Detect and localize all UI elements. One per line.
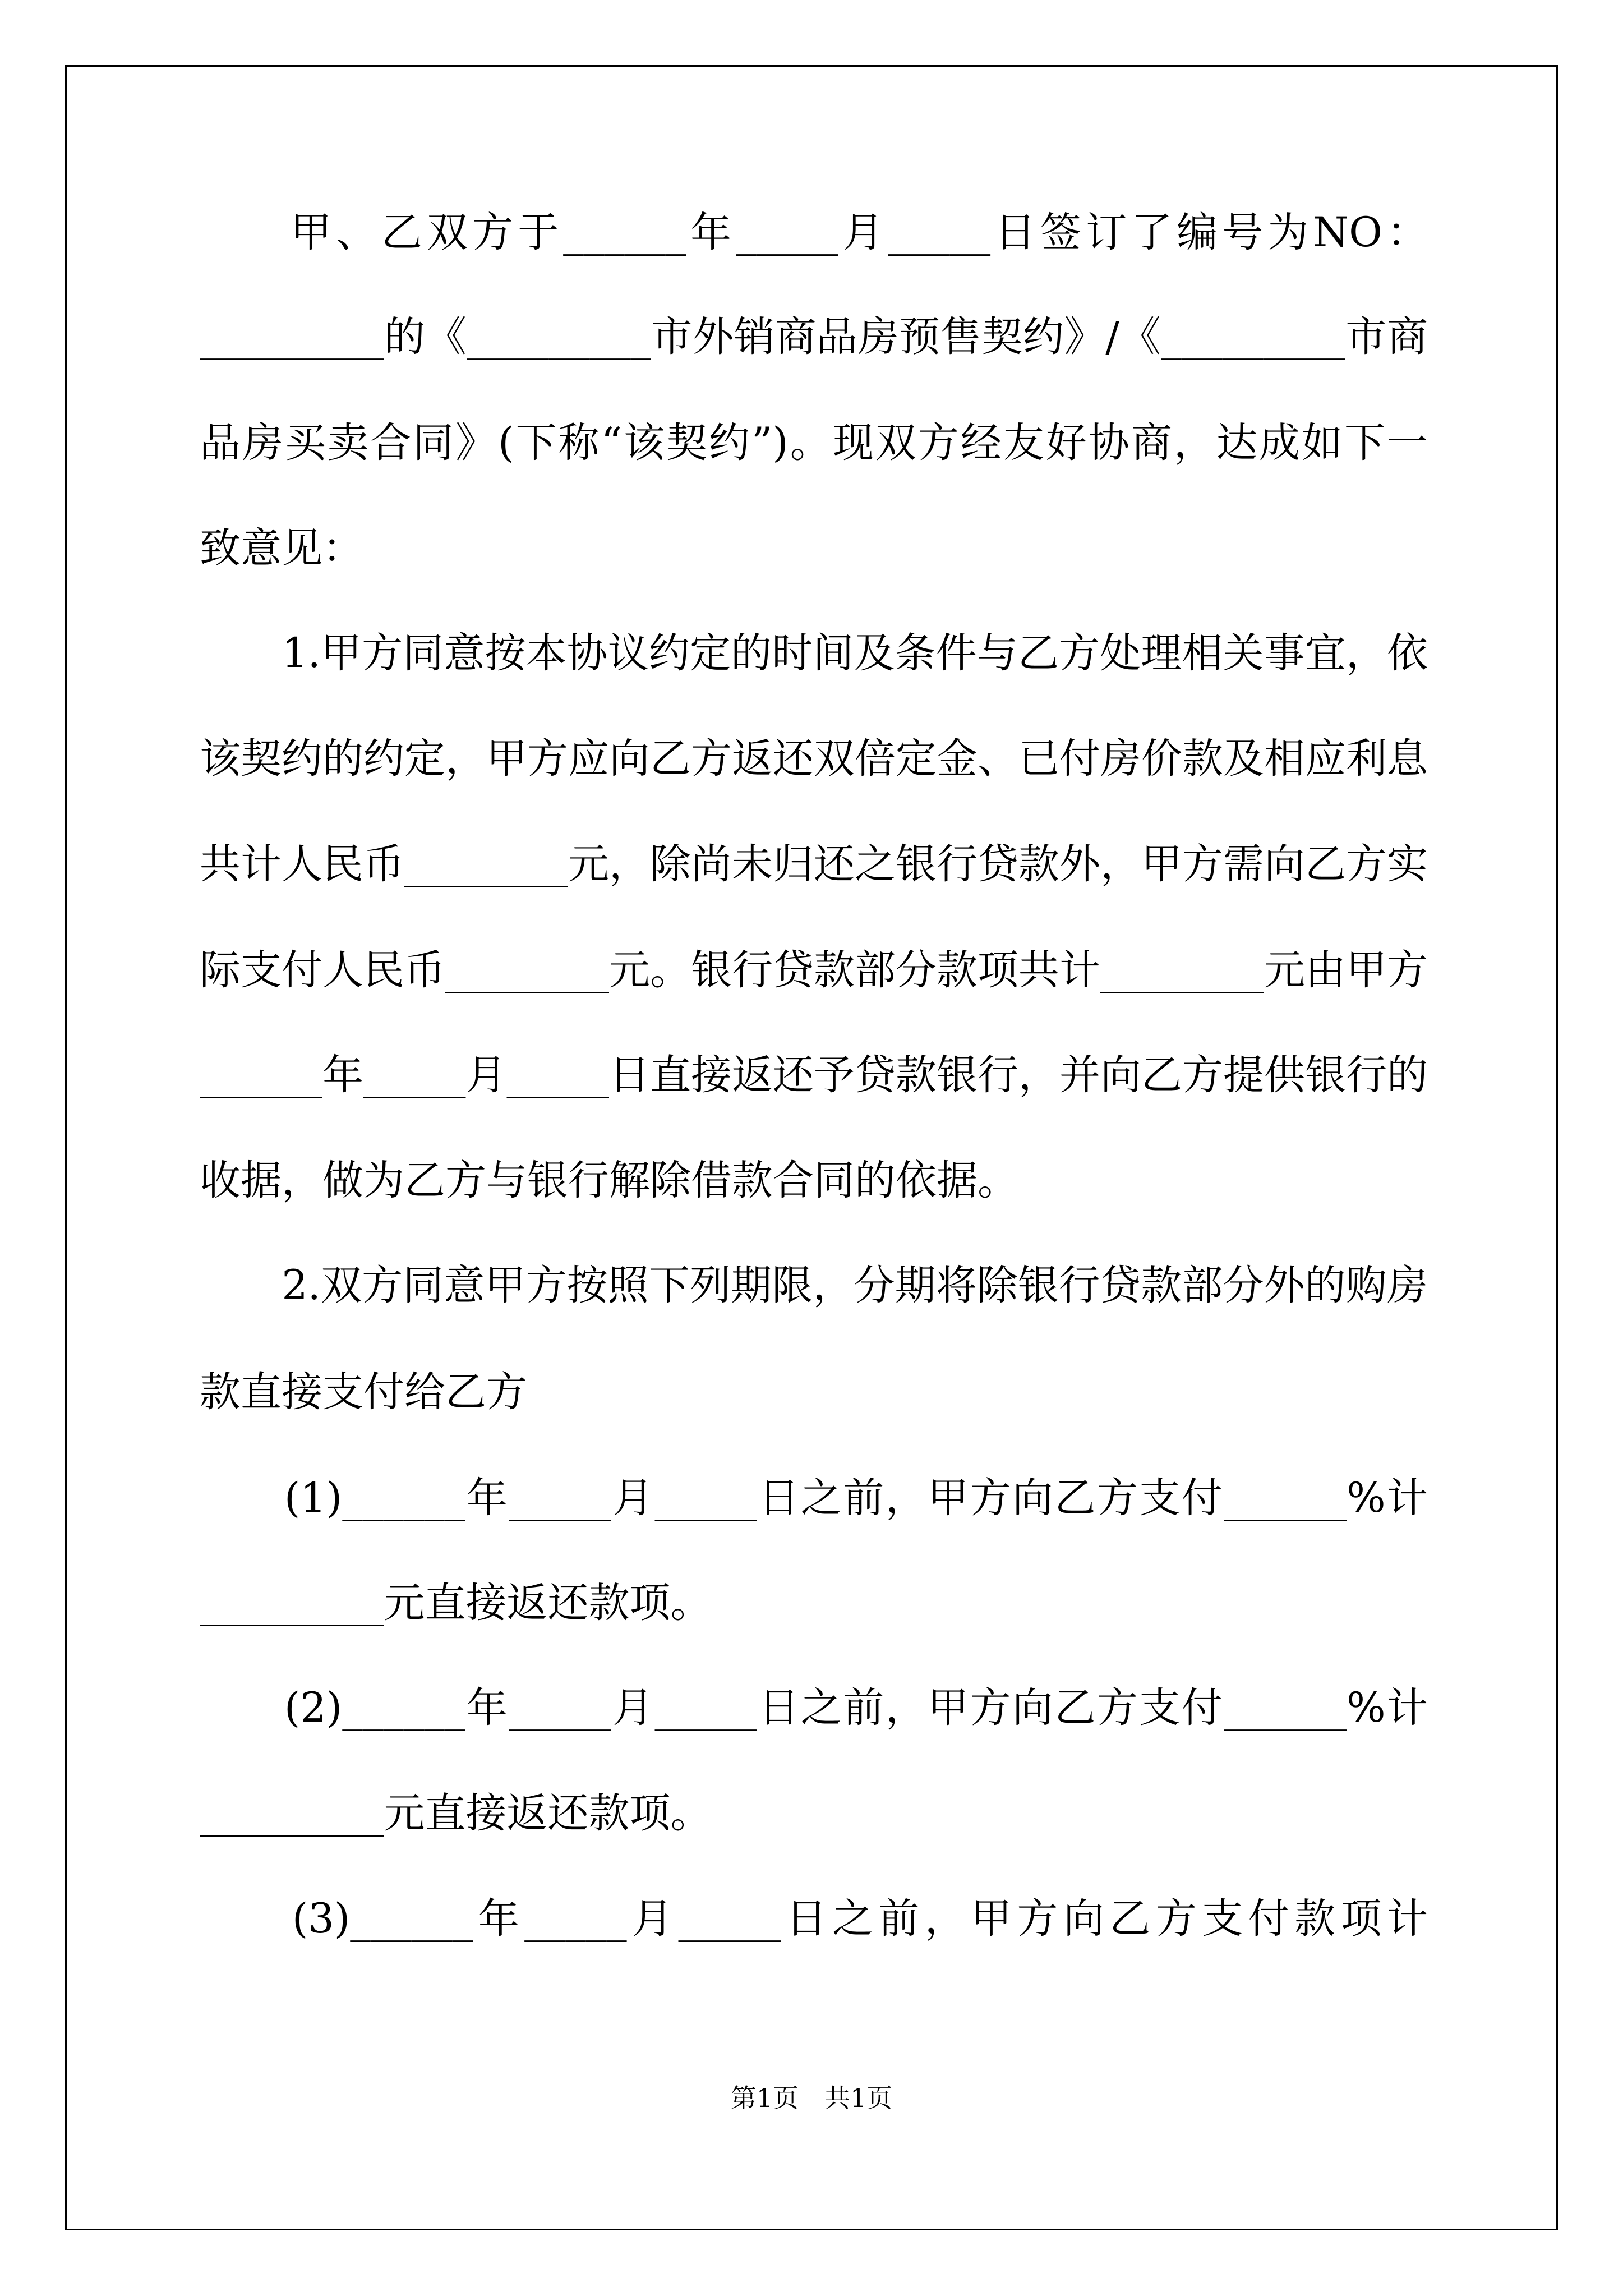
text-line-2: _________的《_________市外销商品房预售契约》/《_________市商 — [200, 313, 1428, 361]
text-line-9: ______年_____月_____日直接返还予贷款银行，并向乙方提供银行的 — [200, 1051, 1428, 1099]
text-line-8: 际支付人民币________元。银行贷款部分款项共计________元由甲方 — [200, 946, 1428, 994]
page-footer: 第1页 共1页 — [730, 2083, 893, 2113]
text-line-14: _________元直接返还款项。 — [200, 1579, 712, 1627]
text-line-6: 该契约的约定，甲方应向乙方返还双倍定金、已付房价款及相应利息 — [200, 735, 1428, 783]
text-line-3: 品房买卖合同》(下称“该契约”)。现双方经友好协商，达成如下一 — [200, 419, 1428, 467]
text-line-12: 款直接支付给乙方 — [200, 1368, 527, 1416]
text-line-1: 甲、乙双方于______年_____月_____日签订了编号为NO： — [200, 209, 1428, 256]
text-line-5: 1.甲方同意按本协议约定的时间及条件与乙方处理相关事宜，依 — [200, 629, 1428, 677]
text-line-4: 致意见： — [200, 524, 363, 572]
text-line-16: _________元直接返还款项。 — [200, 1789, 712, 1837]
text-line-7: 共计人民币________元，除尚未归还之银行贷款外，甲方需向乙方实 — [200, 840, 1428, 888]
text-line-11: 2.双方同意甲方按照下列期限，分期将除银行贷款部分外的购房 — [200, 1262, 1428, 1309]
text-line-13: (1)______年_____月_____日之前，甲方向乙方支付______%计 — [200, 1474, 1428, 1522]
text-line-15: (2)______年_____月_____日之前，甲方向乙方支付______%计 — [200, 1684, 1428, 1732]
text-line-17: (3)______年_____月_____日之前，甲方向乙方支付款项计 — [200, 1895, 1428, 1943]
text-line-10: 收据，做为乙方与银行解除借款合同的依据。 — [200, 1157, 1018, 1204]
